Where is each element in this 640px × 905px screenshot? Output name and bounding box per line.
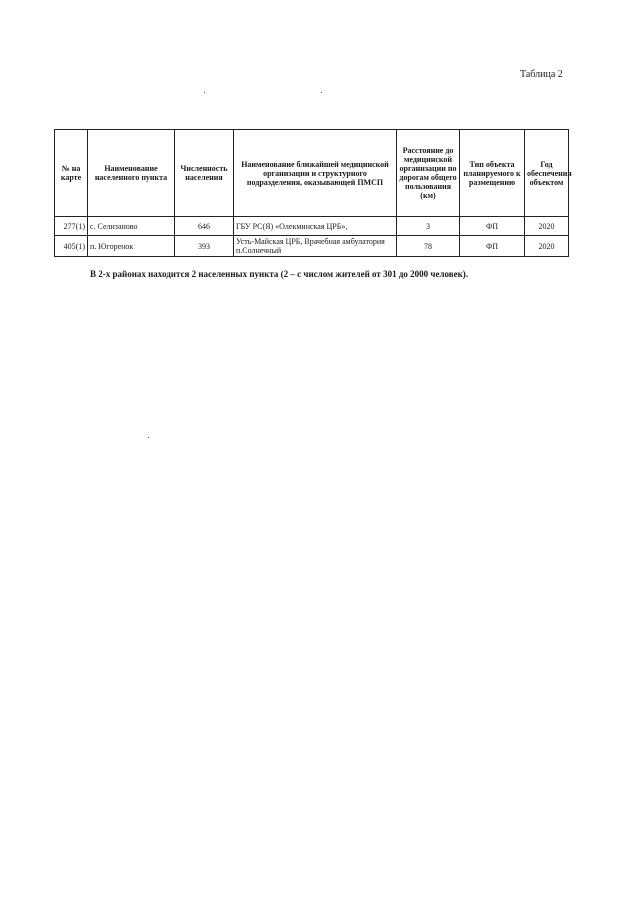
header-medical-organization: Наименование ближайшей медицинской организации и структурного подразделения, оказывающей ПМСП <box>234 130 397 217</box>
cell-population: 393 <box>175 236 234 257</box>
header-distance: Расстояние до медицинской организации по дорогам общего пользования (км) <box>397 130 460 217</box>
cell-population: 646 <box>175 217 234 236</box>
table-row <box>55 217 569 236</box>
cell-medical-organization: ГБУ РС(Я) «Олекминская ЦРБ», <box>234 217 397 236</box>
cell-object-type: ФП <box>460 217 525 236</box>
cell-distance: 78 <box>397 236 460 257</box>
cell-object-type: ФП <box>460 236 525 257</box>
cell-settlement-name: п. Югоренок <box>88 236 175 257</box>
header-population: Численность населения <box>175 130 234 217</box>
settlements-table <box>54 129 572 257</box>
table-caption: Таблица 2 <box>520 69 563 80</box>
header-object-type: Тип объекта планируемого к размещению <box>460 130 525 217</box>
table-row <box>55 236 569 257</box>
scan-speck <box>148 437 149 438</box>
header-settlement-name: Наименование населенного пункта <box>88 130 175 217</box>
scan-speck <box>204 92 205 93</box>
table-header-row <box>55 130 569 217</box>
cell-year: 2020 <box>525 236 569 257</box>
summary-text: В 2-х районах находится 2 населенных пункта (2 – с числом жителей от 301 до 2000 человек). <box>90 269 469 279</box>
cell-medical-organization: Усть-Майская ЦРБ, Врачебная амбулатория п.Солнечный <box>234 236 397 257</box>
cell-map-number: 277(1) <box>55 217 88 236</box>
cell-settlement-name: с. Селизаново <box>88 217 175 236</box>
cell-year: 2020 <box>525 217 569 236</box>
cell-map-number: 405(1) <box>55 236 88 257</box>
cell-distance: 3 <box>397 217 460 236</box>
header-year: Год обеспечения объектом <box>525 130 569 217</box>
scan-speck <box>321 92 322 93</box>
header-map-number: № на карте <box>55 130 88 217</box>
